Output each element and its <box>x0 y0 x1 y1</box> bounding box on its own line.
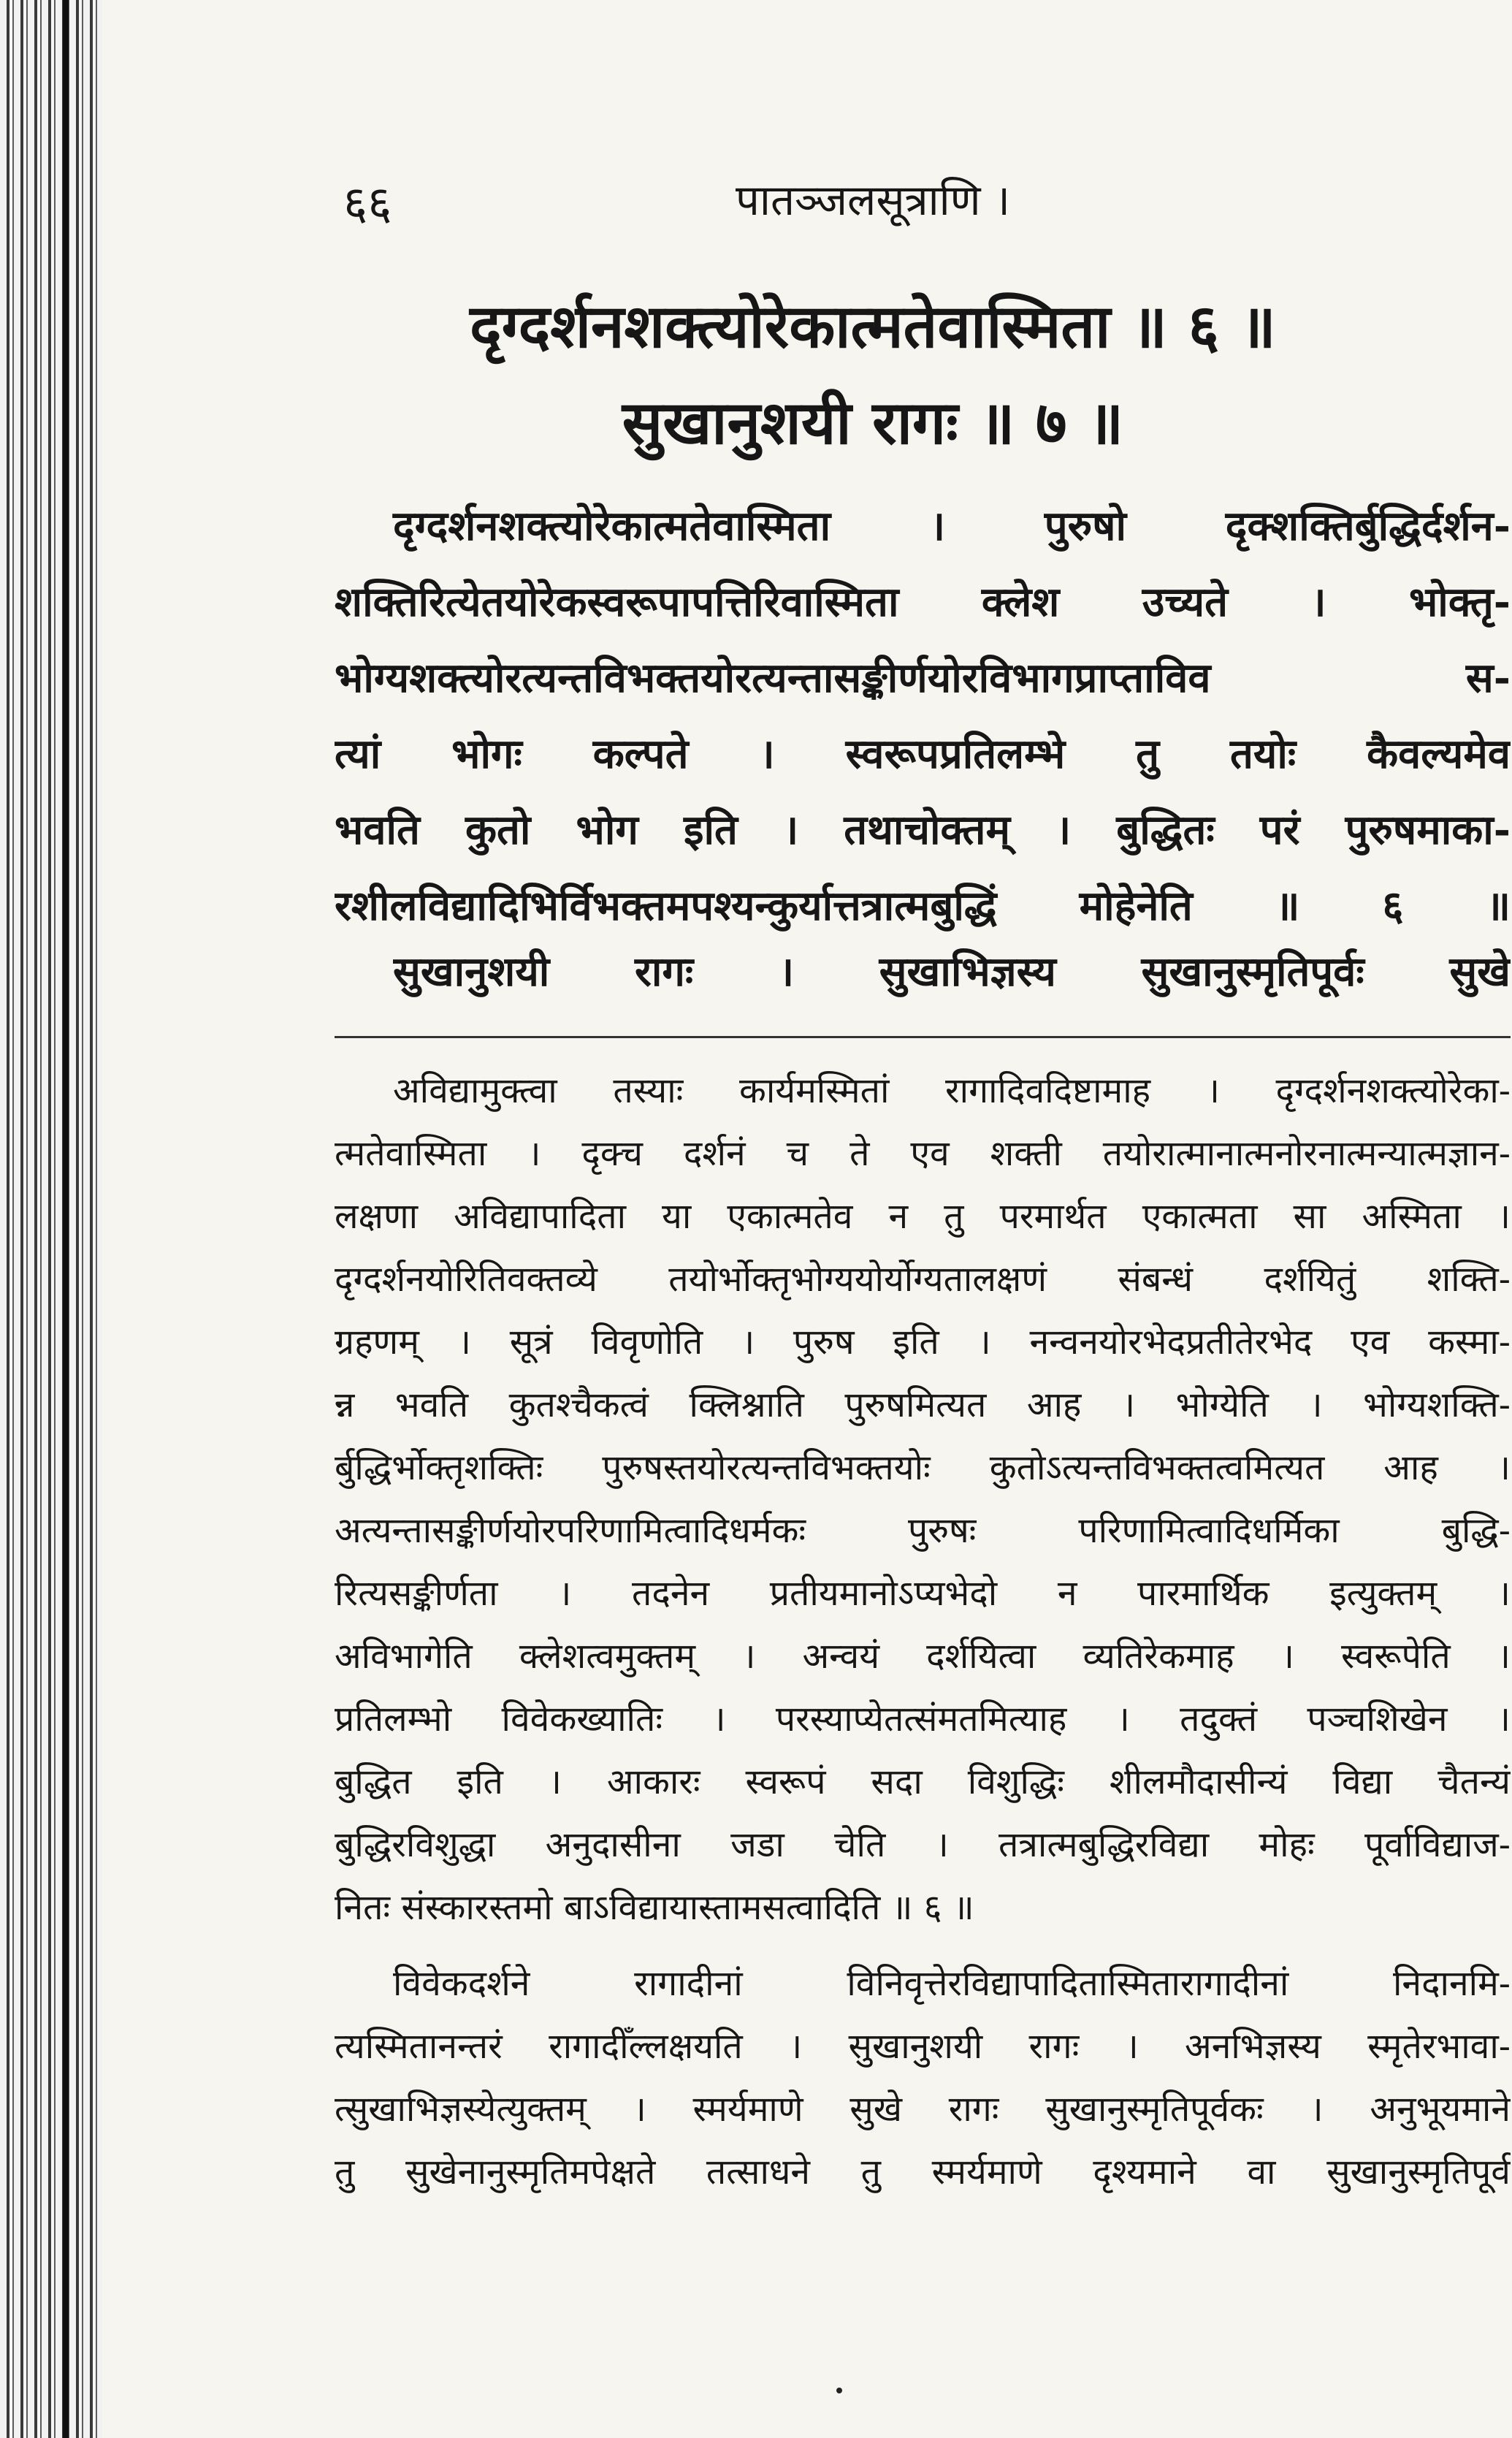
commentary-line: दृग्दर्शनयोरितिवक्तव्ये तयोर्भोक्तृभोग्ययोर्योग्यतालक्षणं संबन्धं दर्शयितुं शक्ति- <box>335 1259 1511 1300</box>
binding-shadow <box>63 0 69 2438</box>
bhashya-line: भवति कुतो भोग इति । तथाचोक्तम् । बुद्धितः परं पुरुषमाका- <box>335 806 1511 854</box>
commentary-block <box>335 1059 1511 1939</box>
commentary-line: बुद्धिरविशुद्धा अनुदासीना जडा चेति । तत्रात्मबुद्धिरविद्या मोहः पूर्वाविद्याज- <box>335 1824 1511 1865</box>
page-header <box>102 169 1512 250</box>
commentary-line: तु सुखेनानुस्मृतिमपेक्षते तत्साधने तु स्मर्यमाणे दृश्यमाने वा सुखानुस्मृतिपूर्व <box>335 2152 1511 2193</box>
book-page <box>102 0 1512 2438</box>
page-speck <box>836 2388 842 2393</box>
bhashya-block <box>335 488 1511 944</box>
commentary-divider <box>335 1036 1511 1038</box>
commentary-line: रित्यसङ्कीर्णता । तदनेन प्रतीयमानोऽप्यभेदो न पारमार्थिक इत्युक्तम् । <box>335 1573 1511 1614</box>
sutra-6: दृग्दर्शनशक्त्योरेकात्मतेवास्मिता ॥ ६ ॥ <box>470 292 1276 362</box>
book-binding-edge <box>0 0 102 2438</box>
sutra-7: सुखानुशयी रागः ॥ ७ ॥ <box>622 388 1124 458</box>
page-number: ६६ <box>343 177 392 231</box>
commentary-block-2 <box>335 1952 1511 2203</box>
commentary-line: अविभागेति क्लेशत्वमुक्तम् । अन्वयं दर्शयित्वा व्यतिरेकमाह । स्वरूपेति । <box>335 1636 1511 1677</box>
bhashya-line: त्यां भोगः कल्पते । स्वरूपप्रतिलम्भे तु तयोः कैवल्यमेव <box>335 730 1511 778</box>
running-title: पातञ्जलसूत्राणि । <box>735 175 1010 225</box>
bhashya-line: दृग्दर्शनशक्त्योरेकात्मतेवास्मिता । पुरुषो दृक्शक्तिर्बुद्धिर्दर्शन- <box>393 502 1511 550</box>
bhashya-line-sutra-7: सुखानुशयी रागः । सुखाभिज्ञस्य सुखानुस्मृतिपूर्वः सुखे <box>393 948 1511 996</box>
commentary-line: त्यस्मितानन्तरं रागादीँल्लक्षयति । सुखानुशयी रागः । अनभिज्ञस्य स्मृतेरभावा- <box>335 2026 1511 2067</box>
bhashya-line: भोग्यशक्त्योरत्यन्तविभक्तयोरत्यन्तासङ्कीर्णयोरविभागप्राप्ताविव स- <box>335 654 1511 702</box>
bhashya-line: शक्तिरित्येतयोरेकस्वरूपापत्तिरिवास्मिता क्लेश उच्यते । भोक्तृ- <box>335 578 1511 626</box>
commentary-line: अत्यन्तासङ्कीर्णयोरपरिणामित्वादिधर्मकः पुरुषः परिणामित्वादिधर्मिका बुद्धि- <box>335 1510 1511 1551</box>
commentary-line: अविद्यामुक्त्वा तस्याः कार्यमस्मितां रागादिवदिष्टामाह । दृग्दर्शनशक्त्योरेका- <box>393 1070 1511 1111</box>
commentary-line: न्न भवति कुतश्चैकत्वं क्लिश्नाति पुरुषमित्यत आह । भोग्येति । भोग्यशक्ति- <box>335 1384 1511 1425</box>
commentary-line: विवेकदर्शने रागादीनां विनिवृत्तेरविद्यापादितास्मितारागादीनां निदानमि- <box>393 1963 1511 2004</box>
commentary-line: त्मतेवास्मिता । दृक्च दर्शनं च ते एव शक्ती तयोरात्मानात्मनोरनात्मन्यात्मज्ञान- <box>335 1133 1511 1174</box>
commentary-line: र्बुद्धिर्भोक्तृशक्तिः पुरुषस्तयोरत्यन्तविभक्तयोः कुतोऽत्यन्तविभक्तत्वमित्यत आह । <box>335 1447 1511 1488</box>
commentary-line: नितः संस्कारस्तमो बाऽविद्यायास्तामसत्वादिति ॥ ६ ॥ <box>335 1887 974 1928</box>
commentary-line: बुद्धित इति । आकारः स्वरूपं सदा विशुद्धिः शीलमौदासीन्यं विद्या चैतन्यं <box>335 1761 1511 1802</box>
commentary-line: प्रतिलम्भो विवेकख्यातिः । परस्याप्येतत्संमतमित्याह । तदुक्तं पञ्चशिखेन । <box>335 1699 1511 1740</box>
commentary-line: लक्षणा अविद्यापादिता या एकात्मतेव न तु परमार्थत एकात्मता सा अस्मिता । <box>335 1196 1511 1237</box>
commentary-line: त्सुखाभिज्ञस्येत्युक्तम् । स्मर्यमाणे सुखे रागः सुखानुस्मृतिपूर्वकः । अनुभूयमाने <box>335 2089 1511 2130</box>
bhashya-line: रशीलविद्यादिभिर्विभक्तमपश्यन्कुर्यात्तत्रात्मबुद्धिं मोहेनेति ॥ ६ ॥ <box>335 882 1511 930</box>
commentary-line: ग्रहणम् । सूत्रं विवृणोति । पुरुष इति । नन्वनयोरभेदप्रतीतेरभेद एव कस्मा- <box>335 1322 1511 1363</box>
